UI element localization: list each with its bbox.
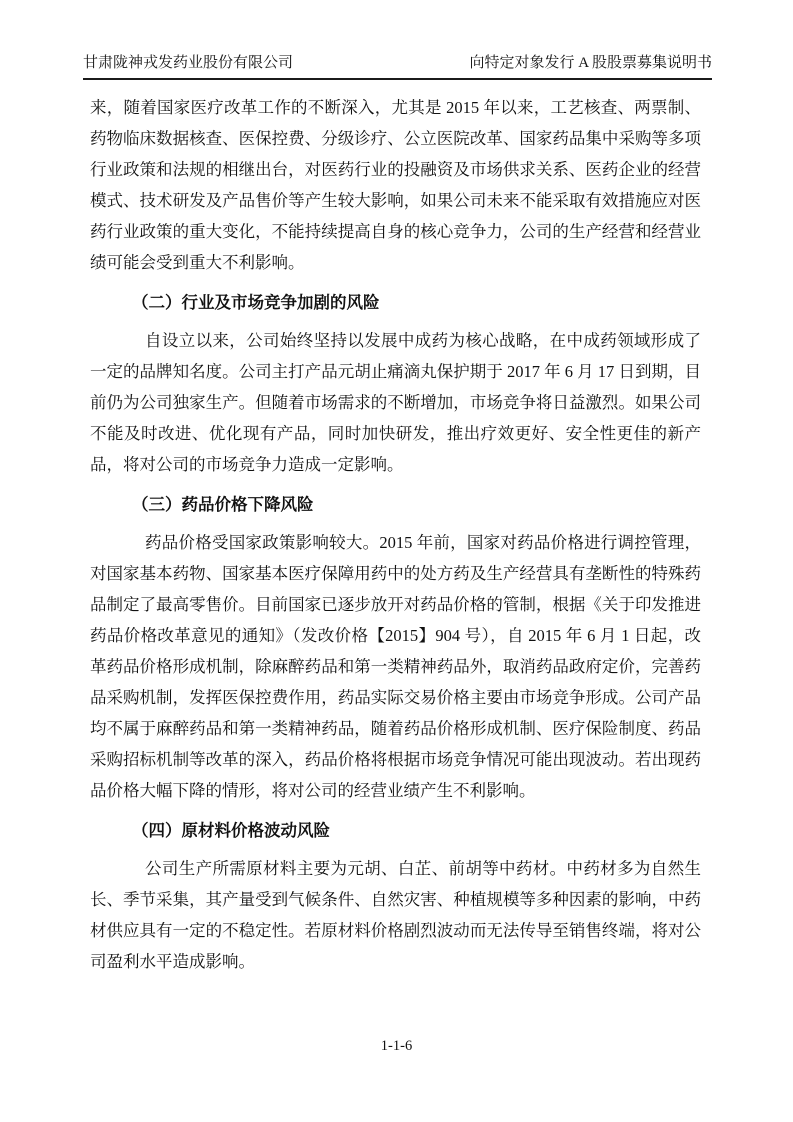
heading-raw-material-price-risk: （四）原材料价格波动风险	[132, 822, 330, 840]
header-company-name: 甘肃陇神戎发药业股份有限公司	[83, 55, 294, 71]
heading-drug-price-decline-risk: （三）药品价格下降风险	[132, 496, 314, 514]
header-document-title: 向特定对象发行 A 股股票募集说明书	[469, 55, 712, 71]
document-body	[90, 92, 701, 977]
page-number: 1-1-6	[380, 1038, 413, 1054]
page-footer	[0, 1036, 793, 1056]
paragraph-raw-material-price-risk: 公司生产所需原材料主要为元胡、白芷、前胡等中药材。中药材多为自然生长、季节采集，其产量受到气候条件、自然灾害、种植规模等多种因素的影响，中药材供应具有一定的不稳定性。若原材料价格剧烈波动而无法传导至销售终端，将对公司盈利水平造成影响。	[90, 859, 701, 971]
heading-industry-competition-risk: （二）行业及市场竞争加剧的风险	[132, 294, 380, 312]
paragraph-drug-price-decline-risk: 药品价格受国家政策影响较大。2015 年前，国家对药品价格进行调控管理，对国家基本药物、国家基本医疗保障用药中的处方药及生产经营具有垄断性的特殊药品制定了最高零售价。目前国家已逐步放开对药品价格的管制，根据《关于印发推进药品价格改革意见的通知》（发改价格【2015】904 号），自 2015 年 6 月 1 日起，改革药品价格形成机制，除麻醉药品和第一类精神药品外，取消药品政府定价，完善药品采购机制，发挥医保控费作用，药品实际交易价格主要由市场竞争形成。公司产品均不属于麻醉药品和第一类精神药品，随着药品价格形成机制、医疗保险制度、药品采购招标机制等改革的深入，药品价格将根据市场竞争情况可能出现波动。若出现药品价格大幅下降的情形，将对公司的经营业绩产生不利影响。	[90, 533, 701, 800]
page-header	[83, 52, 712, 80]
paragraph-policy-risk-continued: 来，随着国家医疗改革工作的不断深入，尤其是 2015 年以来，工艺核查、两票制、药物临床数据核查、医保控费、分级诊疗、公立医院改革、国家药品集中采购等多项行业政策和法规的相继出台，对医药行业的投融资及市场供求关系、医药企业的经营模式、技术研发及产品售价等产生较大影响，如果公司未来不能采取有效措施应对医药行业政策的重大变化，不能持续提高自身的核心竞争力，公司的生产经营和经营业绩可能会受到重大不利影响。	[90, 98, 701, 272]
paragraph-industry-competition-risk: 自设立以来，公司始终坚持以发展中成药为核心战略，在中成药领域形成了一定的品牌知名度。公司主打产品元胡止痛滴丸保护期于 2017 年 6 月 17 日到期，目前仍为公司独家生产。但随着市场需求的不断增加，市场竞争将日益激烈。如果公司不能及时改进、优化现有产品，同时加快研发，推出疗效更好、安全性更佳的新产品，将对公司的市场竞争力造成一定影响。	[90, 331, 702, 474]
